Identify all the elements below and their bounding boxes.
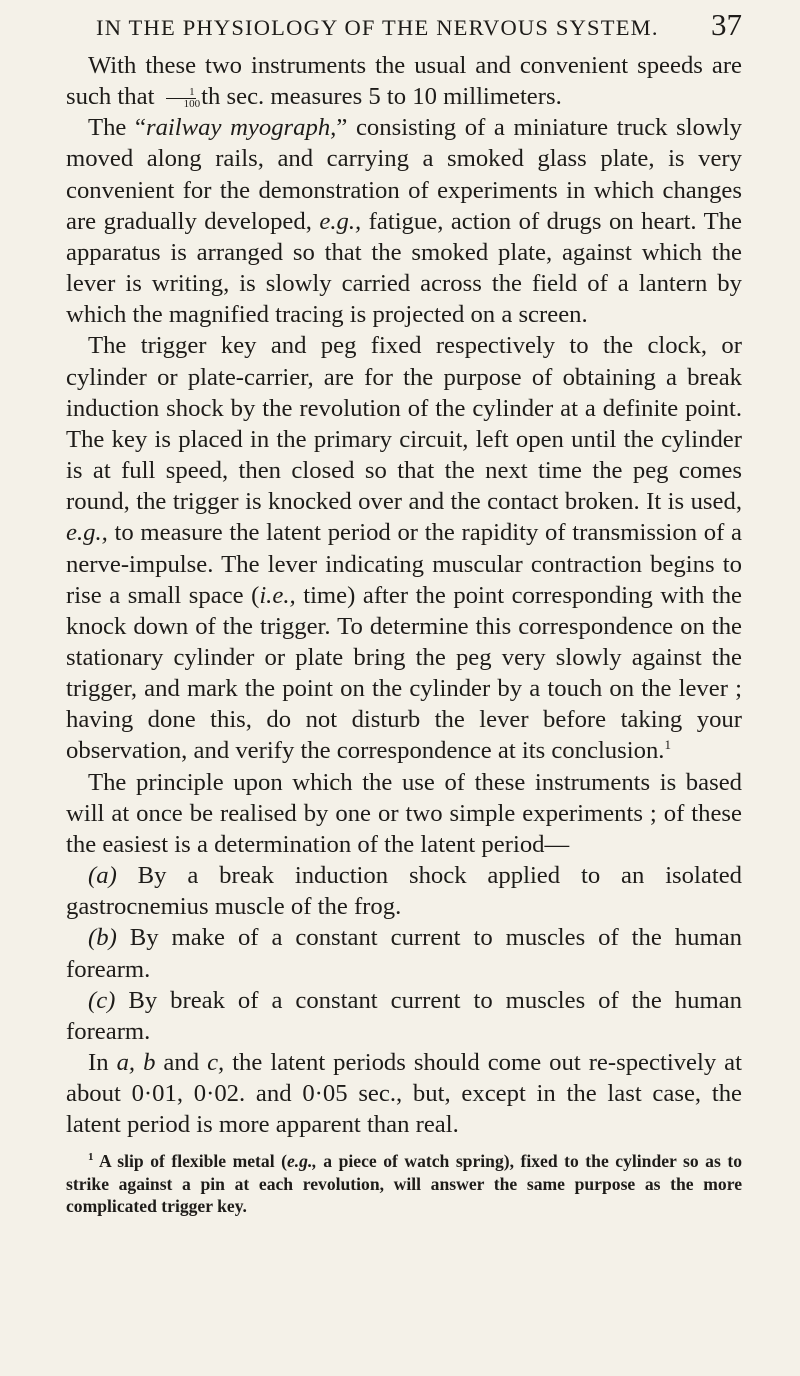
paragraph-railway-myograph: The “railway myograph,” consisting of a miniature truck slowly moved along rails, and carrying a smoked glass plate, is very convenient for the demonstration of experiments in which changes are gradually developed, e.g., fatigue, action of drugs on heart. The apparatus is arranged so that the smoked plate, against which the lever is writing, is slowly carried across the field of a lantern by which the magnified tracing is projected on a screen. <box>66 114 742 329</box>
paragraph-principle: The principle upon which the use of these instruments is based will at once be realised by one or two simple experiments ; of these the easiest is a determination of the latent period— <box>66 768 742 858</box>
list-item-c: (c) By break of a constant current to muscles of the human forearm. <box>66 986 742 1045</box>
fraction-one-hundredth: $\frac{1}{100}$ <box>162 87 201 110</box>
footnote-reference: 1 <box>664 737 671 753</box>
paragraph-latent-periods: In a, b and c, the latent periods should come out re-spectively at about 0·01, 0·02. and 0·05 sec., but, except in the last case, the latent period is more apparent than real. <box>66 1049 742 1139</box>
page-number: 37 <box>711 7 742 42</box>
footnote: $^1$ A slip of flexible metal (e.g., a piece of watch spring), fixed to the cylinder so as to strike against a pin at each revolution, will answer the same purpose as the more complicated trigger key. <box>66 1151 742 1217</box>
body-text <box>66 50 742 1140</box>
paragraph-trigger-key: The trigger key and peg fixed respectively to the clock, or cylinder or plate-carrier, are for the purpose of obtaining a break induction shock by the revolution of the cylinder at a definite point. The key is placed in the primary circuit, left open until the cylinder is at full speed, then closed so that the next time the peg comes round, the trigger is knocked over and the contact broken. It is used, e.g., to measure the latent period or the rapidity of transmission of a nerve-impulse. The lever indicating muscular contraction begins to rise a small space (i.e., time) after the point corresponding with the knock down of the trigger. To determine this correspondence on the stationary cylinder or plate bring the peg very slowly against the trigger, and mark the point on the cylinder by a touch on the lever ; having done this, do not disturb the lever before taking your observation, and verify the correspondence at its conclusion.$^1$ <box>66 332 742 765</box>
list-item-b: (b) By make of a constant current to muscles of the human forearm. <box>66 924 742 983</box>
footnote-mark: 1 <box>88 1151 94 1164</box>
running-header <box>66 7 742 50</box>
paragraph-speeds: With these two instruments the usual and convenient speeds are such that $\frac{1}{100}$ th sec. measures 5 to 10 millimeters. <box>66 52 742 111</box>
running-title: IN THE PHYSIOLOGY OF THE NERVOUS SYSTEM. <box>96 15 659 40</box>
list-item-a: (a) By a break induction shock applied to an isolated gastrocnemius muscle of the frog. <box>66 862 742 921</box>
